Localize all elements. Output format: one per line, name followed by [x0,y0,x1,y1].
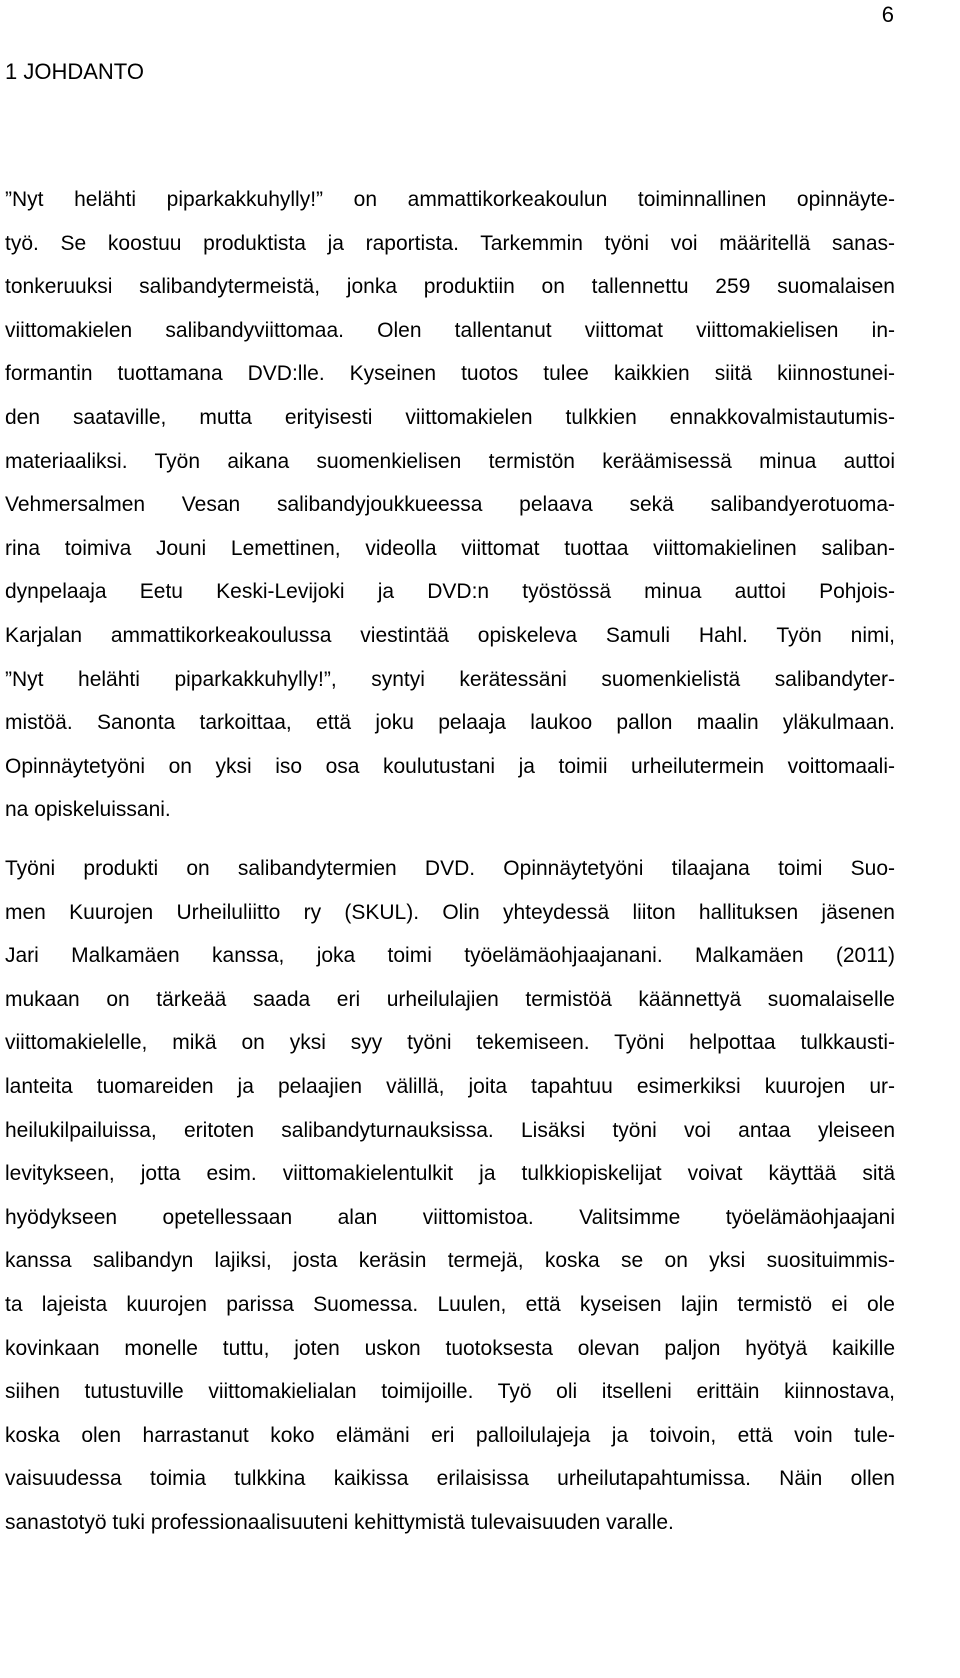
text-line: viittomakielen salibandyviittomaa. Olen tallentanut viittomat viittomakielisen in- [5,318,895,342]
text-line: tonkeruuksi salibandytermeistä, jonka produktiin on tallennettu 259 suomalaisen [5,275,895,299]
text-line: työ. Se koostuu produktista ja raportista. Tarkemmin työni voi määritellä sanas- [5,231,895,255]
text-line: Jari Malkamäen kanssa, joka toimi työelämäohjaajanani. Malkamäen (2011) [5,944,895,968]
text-line: Opinnäytetyöni on yksi iso osa koulutustani ja toimii urheilutermein voittomaali- [5,754,895,778]
text-line: kanssa salibandyn lajiksi, josta keräsin termejä, koska se on yksi suosituimmis- [5,1249,895,1273]
text-line: heilukilpailuissa, eritoten salibandyturnauksissa. Lisäksi työni voi antaa yleiseen [5,1118,895,1142]
text-line: men Kuurojen Urheiluliitto ry (SKUL). Olin yhteydessä liiton hallituksen jäsenen [5,900,895,924]
text-line: mistöä. Sanonta tarkoittaa, että joku pelaaja laukoo pallon maalin yläkulmaan. [5,711,895,735]
text-line: Työni produkti on salibandytermien DVD. Opinnäytetyöni tilaajana toimi Suo- [5,857,895,880]
text-line: ”Nyt helähti piparkakkuhylly!”, syntyi kerätessäni suomenkielistä salibandyter- [5,667,895,691]
text-line: koska olen harrastanut koko elämäni eri palloilulajeja ja toivoin, että voin tule- [5,1423,895,1447]
paragraph-product [5,847,895,1545]
text-line: rina toimiva Jouni Lemettinen, videolla viittomat tuottaa viittomakielinen saliban- [5,536,895,560]
text-line: ”Nyt helähti piparkakkuhylly!” on ammattikorkeakoulun toiminnallinen opinnäyte- [5,188,895,211]
text-line: ta lajeista kuurojen parissa Suomessa. Luulen, että kyseisen lajin termistö ei ole [5,1292,895,1316]
text-line: vaisuudessa toimia tulkkina kaikissa erilaisissa urheilutapahtumissa. Näin ollen [5,1467,895,1491]
text-line: levitykseen, jotta esim. viittomakielentulkit ja tulkkiopiskelijat voivat käyttää sitä [5,1162,895,1186]
text-line: Vehmersalmen Vesan salibandyjoukkueessa pelaava sekä salibandyerotuoma- [5,493,895,517]
chapter-heading: 1 JOHDANTO [5,59,144,84]
text-line: lanteita tuomareiden ja pelaajien välillä, joita tapahtuu esimerkiksi kuurojen ur- [5,1074,895,1098]
text-line: dynpelaaja Eetu Keski-Levijoki ja DVD:n työstössä minua auttoi Pohjois- [5,580,895,604]
text-line: sanastotyö tuki professionaalisuuteni kehittymistä tulevaisuuden varalle. [5,1510,674,1534]
page-number: 6 [881,2,894,27]
text-line: den saataville, mutta erityisesti viittomakielen tulkkien ennakkovalmistautumis- [5,405,895,429]
paragraph-introduction [5,178,895,832]
text-line: siihen tutustuville viittomakielialan toimijoille. Työ oli itselleni erittäin kiinnostava, [5,1380,895,1404]
text-line: materiaaliksi. Työn aikana suomenkielisen termistön keräämisessä minua auttoi [5,449,895,473]
text-line: hyödykseen opetellessaan alan viittomistoa. Valitsimme työelämäohjaajani [5,1205,895,1229]
text-line: formantin tuottamana DVD:lle. Kyseinen tuotos tulee kaikkien siitä kiinnostunei- [5,362,895,386]
text-line: kovinkaan monelle tuttu, joten uskon tuotoksesta olevan paljon hyötyä kaikille [5,1336,895,1360]
text-line: Karjalan ammattikorkeakoulussa viestintää opiskeleva Samuli Hahl. Työn nimi, [5,623,895,647]
text-line: mukaan on tärkeää saada eri urheilulajien termistöä käännettyä suomalaiselle [5,987,895,1011]
text-line: viittomakielelle, mikä on yksi syy työni tekemiseen. Työni helpottaa tulkkausti- [5,1031,895,1055]
text-line: na opiskeluissani. [5,798,171,822]
